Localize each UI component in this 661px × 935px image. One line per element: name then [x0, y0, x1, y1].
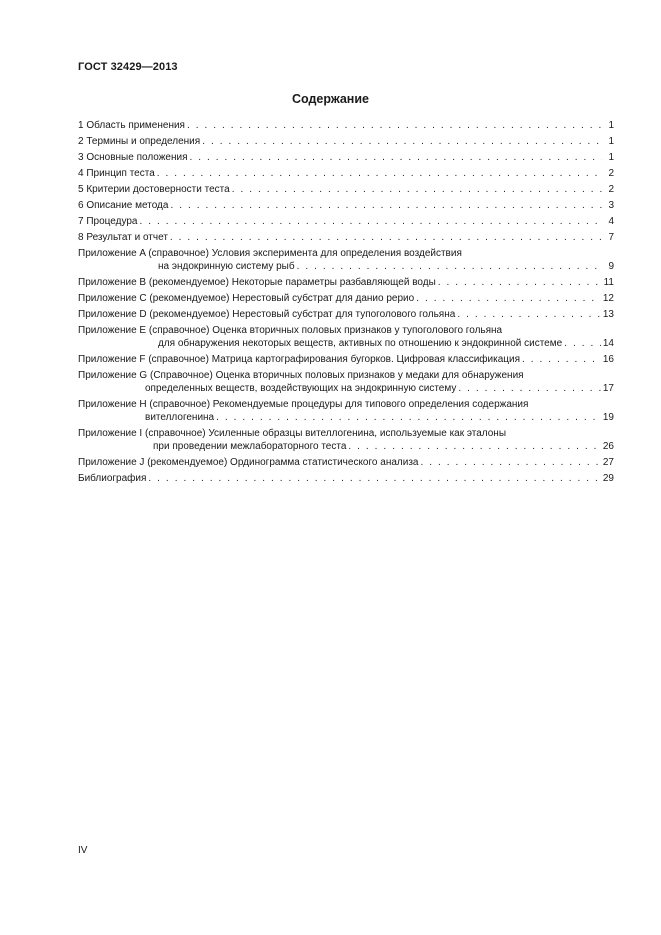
toc-entry-page: 14 — [602, 338, 614, 349]
toc-entry-title: при проведении межлабораторного теста — [153, 441, 347, 452]
dot-leader — [348, 440, 600, 453]
toc-entry-page: 1 — [608, 136, 614, 147]
dot-leader — [216, 411, 601, 424]
toc-entry-page: 16 — [602, 354, 614, 365]
dot-leader — [420, 456, 600, 469]
toc-entry-title: на эндокринную систему рыб — [158, 261, 295, 272]
toc-entry[interactable] — [78, 183, 614, 196]
toc-entry[interactable] — [78, 369, 614, 395]
toc-entry[interactable] — [78, 324, 614, 350]
toc-entry-page: 3 — [608, 200, 614, 211]
toc-entry-title: 2 Термины и определения — [78, 136, 201, 147]
toc-entry-title: 7 Процедура — [78, 216, 138, 227]
toc-entry-page: 2 — [608, 184, 614, 195]
toc-entry-page: 12 — [602, 293, 614, 304]
toc-entry-page: 26 — [602, 441, 614, 452]
dot-leader — [564, 337, 601, 350]
dot-leader — [187, 119, 602, 132]
toc-entry-title: Приложение D (рекомендуемое) Нерестовый субстрат для тупоголового гольяна — [78, 309, 456, 320]
dot-leader — [170, 199, 602, 212]
toc-entry[interactable] — [78, 135, 614, 148]
toc-entry-title: Библиография — [78, 473, 147, 484]
dot-leader — [190, 151, 603, 164]
dot-leader — [458, 382, 601, 395]
toc-entry-title: Приложение F (справочное) Матрица картографирования бугорков. Цифровая классификация — [78, 354, 521, 365]
toc-entry[interactable] — [78, 456, 614, 469]
dot-leader — [232, 183, 602, 196]
toc-entry[interactable] — [78, 276, 614, 289]
dot-leader — [457, 308, 601, 321]
toc-entry-title: 8 Результат и отчет — [78, 232, 168, 243]
dot-leader — [170, 231, 602, 244]
toc-entry[interactable] — [78, 427, 614, 453]
toc-entry-page: 7 — [608, 232, 614, 243]
toc-entry[interactable] — [78, 247, 614, 273]
toc-entry[interactable] — [78, 231, 614, 244]
toc-entry-title: 5 Критерии достоверности теста — [78, 184, 230, 195]
dot-leader — [522, 353, 601, 366]
toc-entry-title: 6 Описание метода — [78, 200, 169, 211]
toc-entry-page: 19 — [602, 412, 614, 423]
toc-entry-title: вителлогенина — [145, 412, 215, 423]
toc-entry-title: Приложение C (рекомендуемое) Нерестовый субстрат для данио рерио — [78, 293, 415, 304]
toc-entry-page: 29 — [602, 473, 614, 484]
document-id: ГОСТ 32429—2013 — [78, 61, 178, 73]
dot-leader — [297, 260, 602, 273]
toc-entry-title: определенных веществ, воздействующих на эндокринную систему — [145, 383, 457, 394]
table-of-contents — [78, 119, 614, 488]
toc-entry-heading: Приложение G (Справочное) Оценка вторичных половых признаков у медаки для обнаружения — [78, 370, 524, 381]
page-number: IV — [78, 845, 88, 856]
toc-entry-title: 1 Область применения — [78, 120, 185, 131]
toc-entry-page: 1 — [608, 152, 614, 163]
toc-entry-page: 4 — [608, 216, 614, 227]
toc-entry[interactable] — [78, 215, 614, 228]
toc-entry-page: 17 — [602, 383, 614, 394]
toc-entry[interactable] — [78, 167, 614, 180]
toc-entry-title: 3 Основные положения — [78, 152, 188, 163]
toc-entry-title: Приложение B (рекомендуемое) Некоторые параметры разбавляющей воды — [78, 277, 436, 288]
toc-entry-heading: Приложение I (справочное) Усиленные образцы вителлогенина, используемые как эталоны — [78, 428, 507, 439]
dot-leader — [438, 276, 602, 289]
dot-leader — [202, 135, 602, 148]
toc-entry[interactable] — [78, 199, 614, 212]
toc-entry[interactable] — [78, 119, 614, 132]
toc-entry[interactable] — [78, 292, 614, 305]
toc-entry-page: 1 — [608, 120, 614, 131]
toc-entry[interactable] — [78, 353, 614, 366]
toc-entry-page: 2 — [608, 168, 614, 179]
toc-entry[interactable] — [78, 151, 614, 164]
dot-leader — [416, 292, 601, 305]
dot-leader — [148, 472, 600, 485]
toc-entry-page: 9 — [608, 261, 614, 272]
toc-entry[interactable] — [78, 308, 614, 321]
dot-leader — [157, 167, 602, 180]
toc-entry-page: 11 — [603, 277, 614, 288]
toc-entry-title: 4 Принцип теста — [78, 168, 155, 179]
toc-entry[interactable] — [78, 472, 614, 485]
toc-entry-page: 27 — [602, 457, 614, 468]
toc-entry-heading: Приложение H (справочное) Рекомендуемые процедуры для типового определения содержания — [78, 399, 529, 410]
toc-entry-heading: Приложение A (справочное) Условия эксперимента для определения воздействия — [78, 248, 462, 259]
toc-entry-title: для обнаружения некоторых веществ, активных по отношению к эндокринной системе — [158, 338, 563, 349]
toc-entry[interactable] — [78, 398, 614, 424]
toc-entry-title: Приложение J (рекомендуемое) Ординограмма статистического анализа — [78, 457, 419, 468]
toc-entry-heading: Приложение E (справочное) Оценка вторичных половых признаков у тупоголового гольяна — [78, 325, 503, 336]
toc-entry-page: 13 — [602, 309, 614, 320]
dot-leader — [139, 215, 602, 228]
toc-title: Содержание — [291, 92, 369, 106]
